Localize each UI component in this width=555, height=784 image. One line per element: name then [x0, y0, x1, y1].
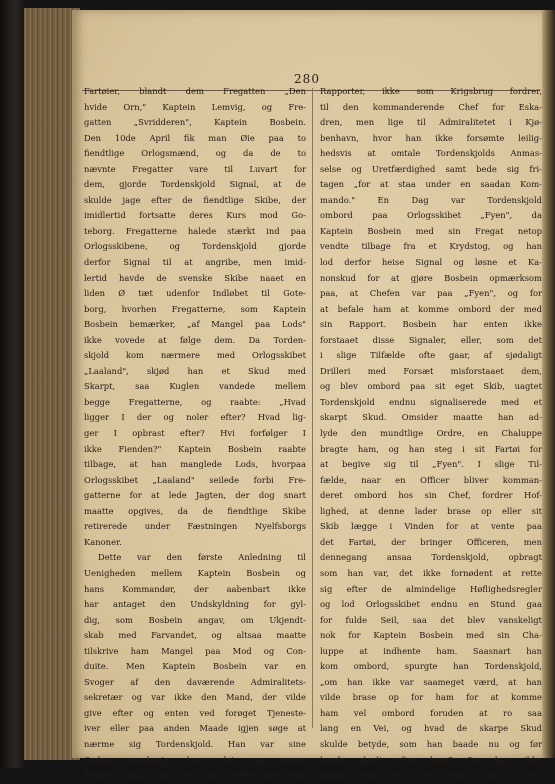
text-line: ansaa ham for en ærlig Karl? Men — [320, 770, 542, 781]
text-line: vendte tilbage fra et Krydstog, og han — [320, 241, 542, 252]
text-line: Maade kunde gaa an, og sendte alle sine — [84, 770, 306, 781]
text-line: dig, som Bosbein angav, om Ukjendt- — [84, 614, 306, 625]
text-line: tagen „for at staa under en saadan Kom- — [320, 179, 542, 190]
text-line: duite. Men Kaptein Bosbein var en — [84, 661, 306, 672]
text-line: Orlogsskibene, og Tordenskjold gjorde — [84, 241, 306, 252]
text-line: begge Fregatterne, og raabte: „Hvad — [84, 396, 306, 407]
text-line: og blev ombord paa sit eget Skib, uagtet — [320, 381, 542, 392]
text-line: at befale ham at komme ombord der med — [320, 303, 542, 314]
text-line: mando." En Dag var Tordenskjold — [320, 194, 542, 205]
text-line: paa, at Chefen var paa „Fyen", og for — [320, 288, 542, 299]
text-line: nærme sig Tordenskjold. Han var sine — [84, 738, 306, 749]
right-text-column — [320, 84, 542, 784]
text-line: fiendtlige Orlogsmænd, og da de to — [84, 148, 306, 159]
text-line: Svoger af den daværende Admiralitets- — [84, 676, 306, 687]
text-line: Dette var den første Anledning til — [98, 552, 306, 563]
text-line: gatterne for at lede Jagten, der dog snart — [84, 490, 306, 501]
text-line: sin Rapport. Bosbein har enten ikke — [320, 319, 542, 330]
text-line: teborg. Fregatterne halede stærkt ind paa — [84, 225, 306, 236]
text-line: at begive sig til „Fyen". I slige Til- — [320, 459, 542, 470]
text-line: benhavn, hvor han ikke forsømte leilig- — [320, 132, 542, 143]
text-line: til den kommanderende Chef for Eska- — [320, 101, 542, 112]
text-line: selse og Uretfærdighed samt bede sig fri- — [320, 163, 542, 174]
column-divider — [312, 88, 313, 728]
text-line: skulde jage efter de fiendtlige Skibe, der — [84, 194, 306, 205]
text-line: nonskud for at gjøre Bosbein opmærksom — [320, 272, 542, 283]
text-line: tilbage, at han manglede Lods, hvorpaa — [84, 459, 306, 470]
right-page-edge — [542, 10, 555, 758]
text-line: nævnte Fregatter vare til Luvart for — [84, 163, 306, 174]
text-line: lyde den mundtlige Ordre, en Chaluppe — [320, 428, 542, 439]
text-line: skab med Farvandet, og altsaa maatte — [84, 630, 306, 641]
text-line: sekretær og var ikke den Mand, der vilde — [84, 692, 306, 703]
left-text-column — [84, 84, 306, 784]
text-line: lertid havde de svenske Skibe naaet en — [84, 272, 306, 283]
book-binding — [0, 0, 24, 768]
text-line: liden Ø tæt udenfor Indløbet til Gote- — [84, 288, 306, 299]
text-line: deret ombord hos sin Chef, fordrer Hof- — [320, 490, 542, 501]
text-line: Den 10de April fik man Øie paa to — [84, 132, 306, 143]
page-number: 280 — [294, 72, 320, 86]
text-line: ombord paa Orlogsskibet „Fyen", da — [320, 210, 542, 221]
text-line: „Laaland", skjød han et Skud med — [84, 365, 306, 376]
text-line: lighed, at denne lader brase op eller sit — [320, 505, 542, 516]
text-line: iver eller paa anden Maade igjen søge at — [84, 723, 306, 734]
text-line: tilskrive ham Mangel paa Mod og Con- — [84, 645, 306, 656]
text-line: Uenigheden mellem Kaptein Bosbein og — [84, 567, 306, 578]
text-line: hvide Orn," Kaptein Lemvig, og Fre- — [84, 101, 306, 112]
text-line: lod derfor heise Signal og løsne et Ka- — [320, 257, 542, 268]
text-line: vilde brase op for ham for at komme — [320, 692, 542, 703]
text-line: skjold kom nærmere med Orlogsskibet — [84, 350, 306, 361]
text-line: og lod Orlogsskibet endnu en Stund gaa — [320, 599, 542, 610]
text-line: Bosbein bemærker, „af Mangel paa Lods" — [84, 319, 306, 330]
text-line: gatten „Svridderen", Kaptein Bosbein. — [84, 117, 306, 128]
text-line: imidlertid fortsatte deres Kurs mod Go- — [84, 210, 306, 221]
text-line: havde skudt efter ham? Om han ikke — [320, 754, 542, 765]
text-line: ham vel ombord foruden at ro saa — [320, 707, 542, 718]
text-line: Skib lægge i Vinden for at vente paa — [320, 521, 542, 532]
text-line: Rapporter, ikke som Krigsbrug fordrer, — [320, 86, 542, 96]
text-line: ger I opbrast efter? Hvi forfølger I — [84, 428, 306, 439]
text-line: sig efter de almindelige Høflighedsregler — [320, 583, 542, 594]
text-line: Fartøier, blandt dem Fregatten „Den — [84, 86, 306, 96]
text-line: dren, men lige til Admiralitetet i Kjø- — [320, 117, 542, 128]
text-line: skulde betyde, som han baade nu og før — [320, 738, 542, 749]
text-line: det Fartøi, der bringer Officeren, men — [320, 536, 542, 547]
text-line: Drilleri med Forsæt misforstaaet dem, — [320, 365, 542, 376]
text-line: dennegang ansaa Tordenskjold, opbragt — [320, 552, 542, 563]
text-line: skarpt Skud. Omsider maatte han ad- — [320, 412, 542, 423]
text-line: som han var, det ikke fornødent at rette — [320, 567, 542, 578]
text-line: nok for Kaptein Bosbein med sin Cha- — [320, 630, 542, 641]
text-line: kom ombord, spurgte han Tordenskjold, — [320, 661, 542, 672]
text-line: forstaaet disse Signaler, eller, som det — [320, 334, 542, 345]
text-line: hedsvis at omtale Tordenskjolds Anmas- — [320, 148, 542, 159]
text-line: bragte ham, og han steg i sit Fartøi for — [320, 443, 542, 454]
text-line: for fulde Seil, saa det blev vanskeligt — [320, 614, 542, 625]
text-line: Skarpt, saa Kuglen vandede mellem — [84, 381, 306, 392]
text-line: dem, gjorde Tordenskjold Signal, at de — [84, 179, 306, 190]
text-line: Ordrer overhørig, hvor det paa nogen — [84, 754, 306, 765]
text-line: retirerede under Fæstningen Nyelfsborgs — [84, 521, 306, 532]
text-line: ligger I der og noler efter? Hvad lig- — [84, 412, 306, 423]
text-line: Kaptein Bosbein med sin Fregat netop — [320, 225, 542, 236]
text-line: give efter og enten ved forøget Tjeneste- — [84, 707, 306, 718]
text-line: ikke Fienden?" Kaptein Bosbein raabte — [84, 443, 306, 454]
text-line: i slige Tilfælde ofte gaar, af sjødaligt — [320, 350, 542, 361]
text-line: Orlogsskibet „Laaland" seilede forbi Fre- — [84, 474, 306, 485]
text-line: hans Kommandør, der aabenbart ikke — [84, 583, 306, 594]
text-line: derfor Signal til at angribe, men imid- — [84, 257, 306, 268]
text-line: maatte opgives, da de fiendtlige Skibe — [84, 505, 306, 516]
text-line: „om han ikke var saameget værd, at han — [320, 676, 542, 687]
text-line: Kanoner. — [84, 536, 122, 547]
text-line: har antaget den Undskyldning for gyl- — [84, 599, 306, 610]
text-line: ikke vovede at følge dem. Da Torden- — [84, 334, 306, 345]
text-line: luppe at indhente ham. Saasnart han — [320, 645, 542, 656]
text-line: borg, hvorhen Fregatterne, som Kaptein — [84, 303, 306, 314]
text-line: lang en Vei, og hvad de skarpe Skud — [320, 723, 542, 734]
text-line: Tordenskjold endnu signaliserede med et — [320, 396, 542, 407]
book-page — [72, 10, 542, 781]
text-line: fælde, naar en Officer bliver komman- — [320, 474, 542, 485]
